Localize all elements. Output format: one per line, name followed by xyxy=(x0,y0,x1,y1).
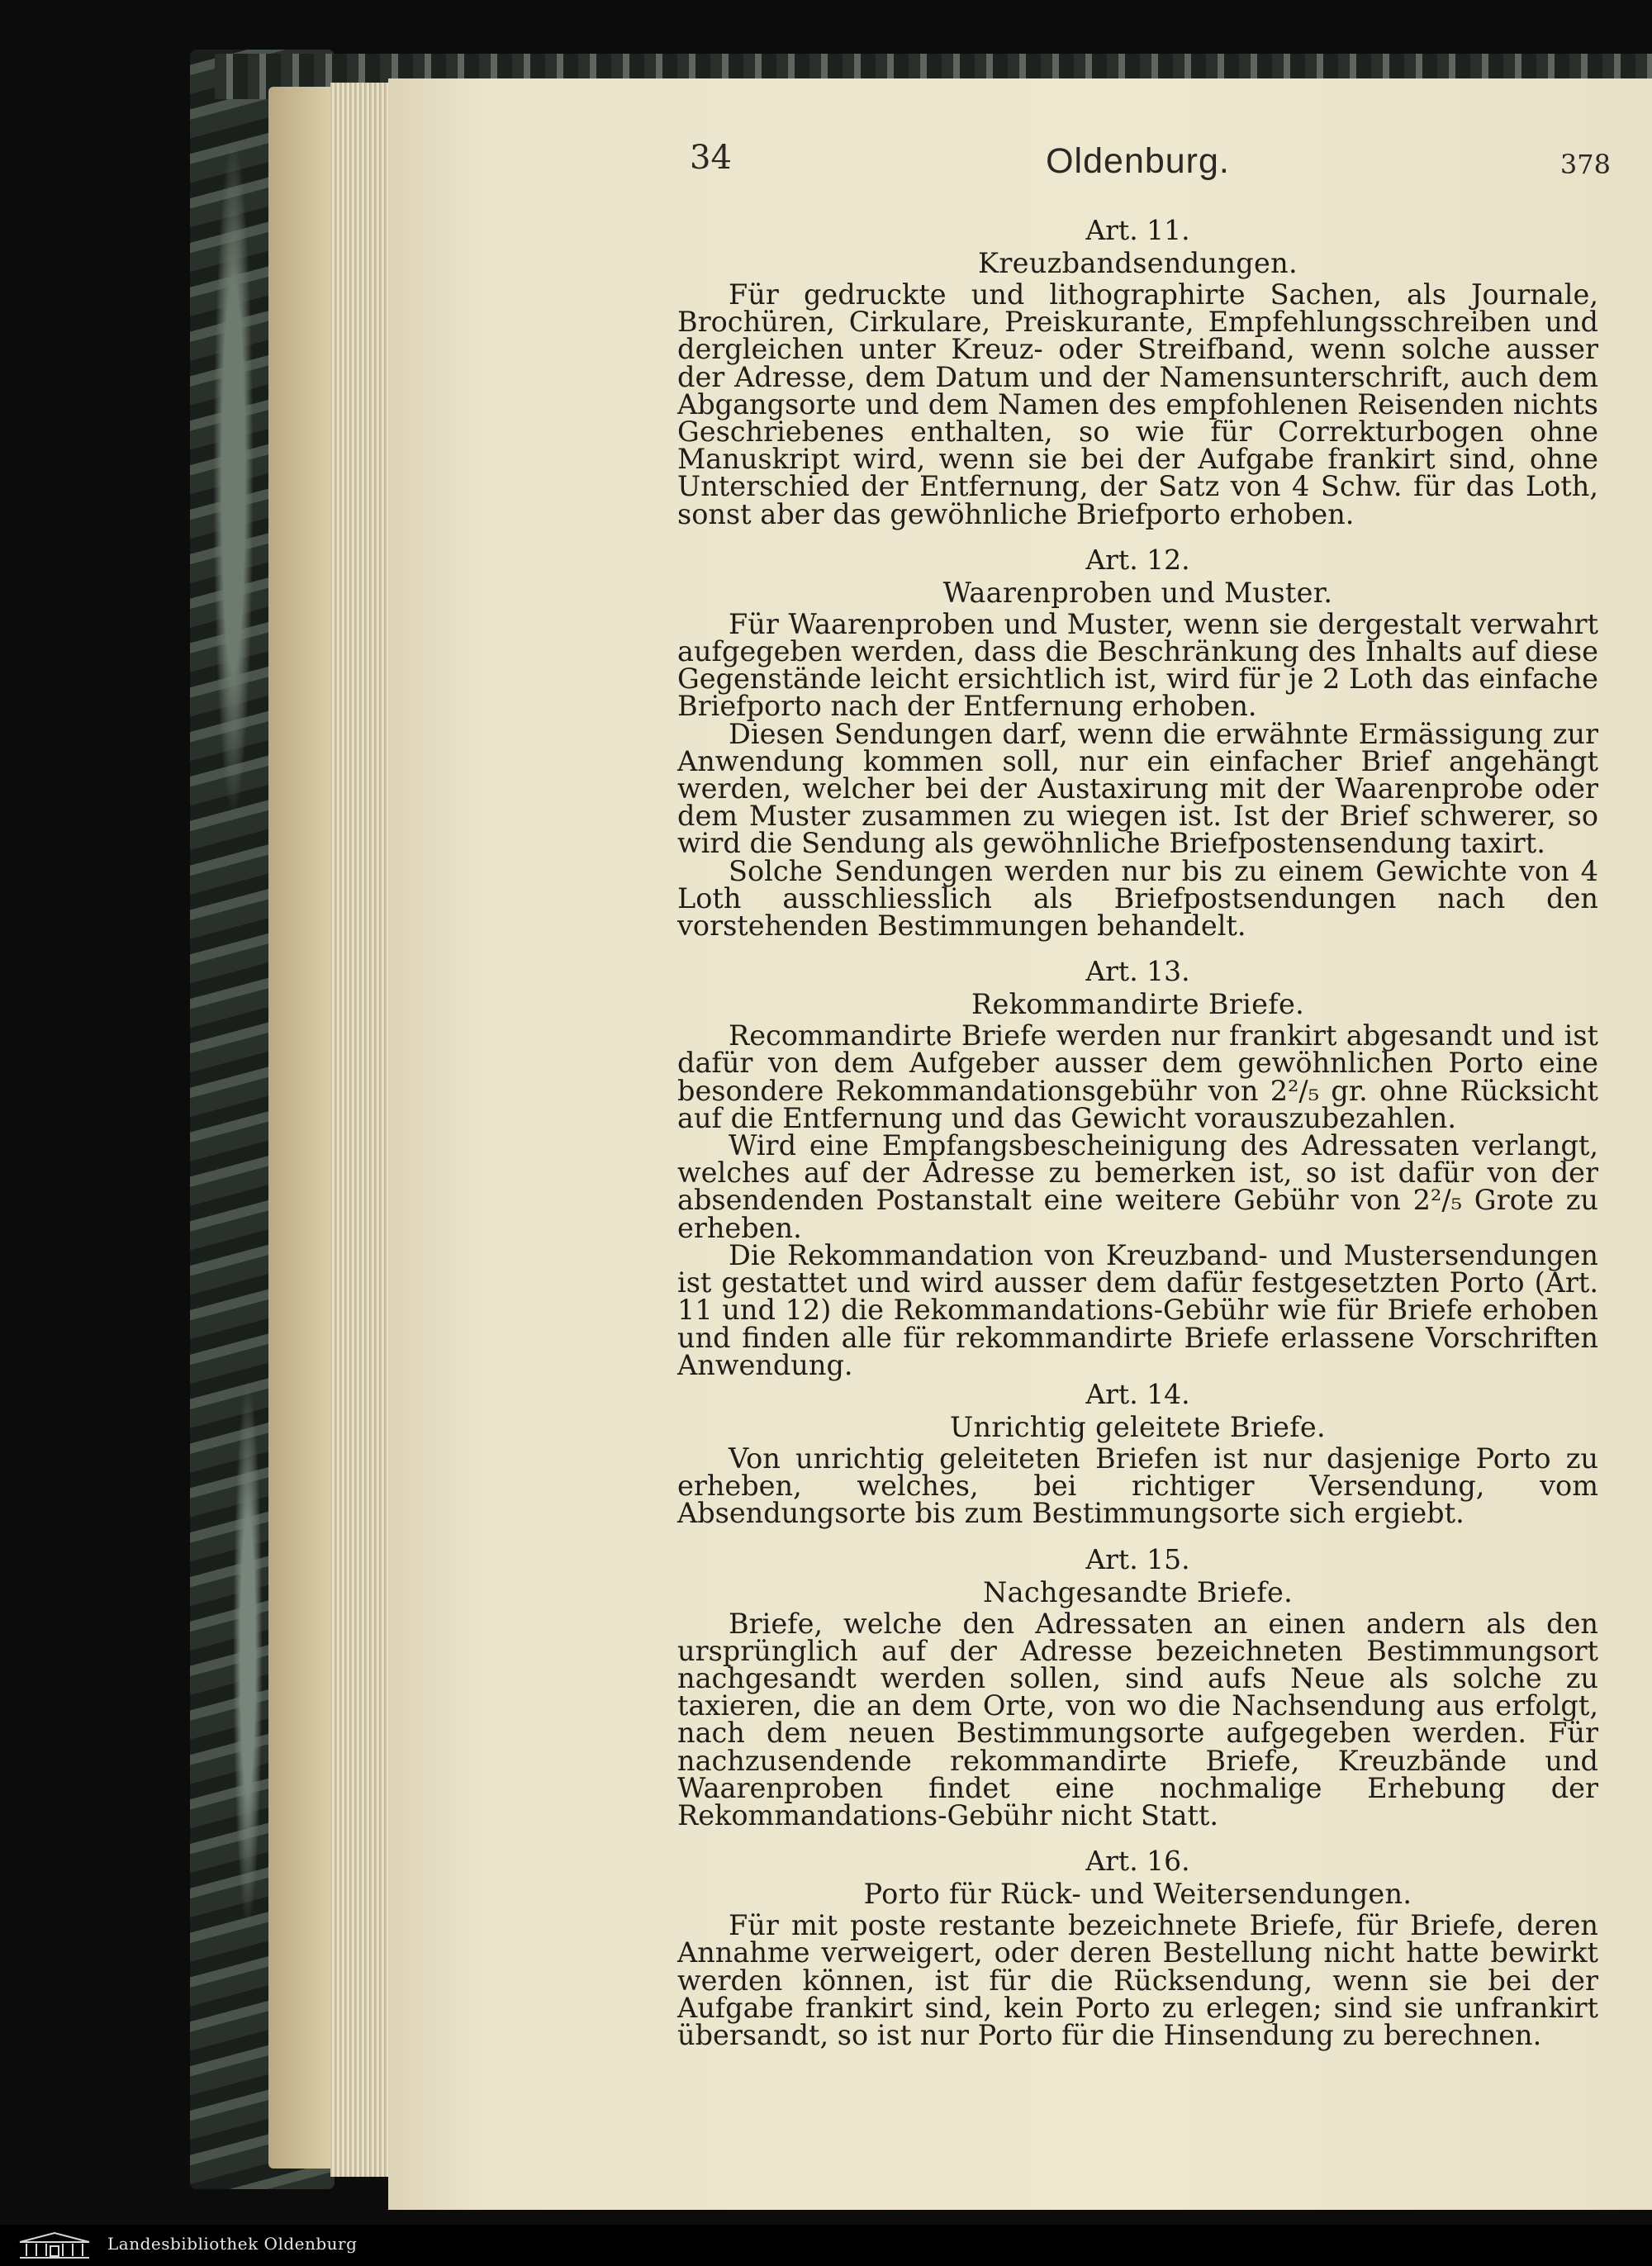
paragraph: Von unrichtig geleiteten Briefen ist nur dasjenige Porto zu erheben, welches, bei richtiger Versendung, vom Absendungsorte bis zum Bestimmungsorte sich ergiebt. xyxy=(677,1442,1598,1530)
article-14 xyxy=(677,1377,1598,1530)
article-16 xyxy=(677,1846,1598,2049)
paragraph: Wird eine Empfangsbescheinigung des Adressaten verlangt, welches auf der Adresse zu bemerken ist, so ist dafür von der absendenden Postanstalt eine weitere Gebühr von 2²/₅ Grote zu erheben. xyxy=(677,1129,1598,1244)
page-number-left: 34 xyxy=(690,139,732,177)
article-number: Art. 11. xyxy=(1085,214,1190,246)
running-title: Oldenburg. xyxy=(1046,141,1230,181)
paragraph: Die Rekommandation von Kreuzband- und Mustersendungen ist gestattet und wird ausser dem dafür festgesetzten Porto (Art. 11 und 12) die Rekommandations-Gebühr wie für Briefe erhoben und finden alle für rekommandirte Briefe erlassene Vorschriften Anwendung. xyxy=(677,1238,1598,1381)
article-number: Art. 13. xyxy=(1085,955,1190,988)
article-heading: Unrichtig geleitete Briefe. xyxy=(949,1410,1327,1443)
paragraph: Diesen Sendungen darf, wenn die erwähnte Ermässigung zur Anwendung kommen soll, nur ein einfacher Brief angehängt werden, welcher bei der Austaxirung mit der Waarenprobe oder dem Muster zusammen zu wiegen ist. Ist der Brief schwerer, so wird die Sendung als gewöhnliche Briefpostensendung taxirt. xyxy=(677,717,1598,860)
paragraph: Briefe, welche den Adressaten an einen andern als den ursprünglich auf der Adresse bezeichneten Bestimmungsort nachgesandt werden sollen, sind aufs Neue als solche zu taxieren, die an dem Orte, von wo die Nachsendung aus erfolgt, nach dem neuen Bestimmungsorte aufgegeben werden. Für nachzusendende rekommandirte Briefe, Kreuzbände und Waarenproben findet eine nochmalige Erhebung der Rekommandations-Gebühr nicht Statt. xyxy=(677,1607,1598,1831)
paragraph: Für mit poste restante bezeichnete Briefe, für Briefe, deren Annahme verweigert, oder deren Bestellung nicht hatte bewirkt werden können, ist für die Rücksendung, wenn sie bei der Aufgabe frankirt sind, kein Porto zu erlegen; sind sie unfrankirt übersandt, so ist nur Porto für die Hinsendung zu berechnen. xyxy=(677,1909,1598,2051)
article-number: Art. 12. xyxy=(1085,543,1190,576)
article-11 xyxy=(677,215,1598,528)
paragraph: Für gedruckte und lithographirte Sachen, als Journale, Brochüren, Cirkulare, Preiskurante, Empfehlungsschreiben und dergleichen unter Kreuz- oder Streifband, wenn solche ausser der Adresse, dem Datum und der Namensunterschrift, auch dem Abgangsorte und dem Namen des empfohlenen Reisenden nichts Geschriebenes enthalten, so wie für Correkturbogen ohne Manuskript wird, wenn sie bei der Aufgabe frankirt sind, ohne Unterschied der Entfernung, der Satz von 4 Schw. für das Loth, sonst aber das gewöhnliche Briefporto erhoben. xyxy=(677,278,1598,530)
library-name: Landesbibliothek Oldenburg xyxy=(107,2234,358,2254)
page-number-right: 378 xyxy=(1559,149,1611,180)
paragraph: Solche Sendungen werden nur bis zu einem Gewichte von 4 Loth ausschliesslich als Briefpostsendungen nach den vorstehenden Bestimmungen behandelt. xyxy=(677,854,1598,943)
paragraph: Recommandirte Briefe werden nur frankirt abgesandt und ist dafür von dem Aufgeber ausser dem gewöhnlichen Porto eine besondere Rekommandationsgebühr von 2²/₅ gr. ohne Rücksicht auf die Entfernung und das Gewicht vorauszubezahlen. xyxy=(677,1019,1598,1134)
library-building-icon xyxy=(17,2230,93,2260)
article-number: Art. 14. xyxy=(1085,1377,1190,1410)
article-15 xyxy=(677,1544,1598,1830)
article-number: Art. 15. xyxy=(1085,1542,1190,1575)
paragraph: Für Waarenproben und Muster, wenn sie dergestalt verwahrt aufgegeben werden, dass die Beschränkung des Inhalts auf diese Gegenstände leicht ersichtlich ist, wird für je 2 Loth das einfache Briefporto nach der Entfernung erhoben. xyxy=(677,607,1598,723)
article-number: Art. 16. xyxy=(1085,1845,1190,1878)
article-heading: Kreuzbandsendungen. xyxy=(978,247,1298,279)
article-heading: Nachgesandte Briefe. xyxy=(982,1575,1294,1608)
running-header xyxy=(677,139,1611,215)
article-12 xyxy=(677,543,1598,943)
page-content xyxy=(677,139,1611,2051)
article-heading: Rekommandirte Briefe. xyxy=(971,988,1305,1021)
article-heading: Porto für Rück- und Weitersendungen. xyxy=(863,1878,1412,1911)
article-13 xyxy=(677,956,1598,1379)
article-heading: Waarenproben und Muster. xyxy=(942,576,1333,609)
